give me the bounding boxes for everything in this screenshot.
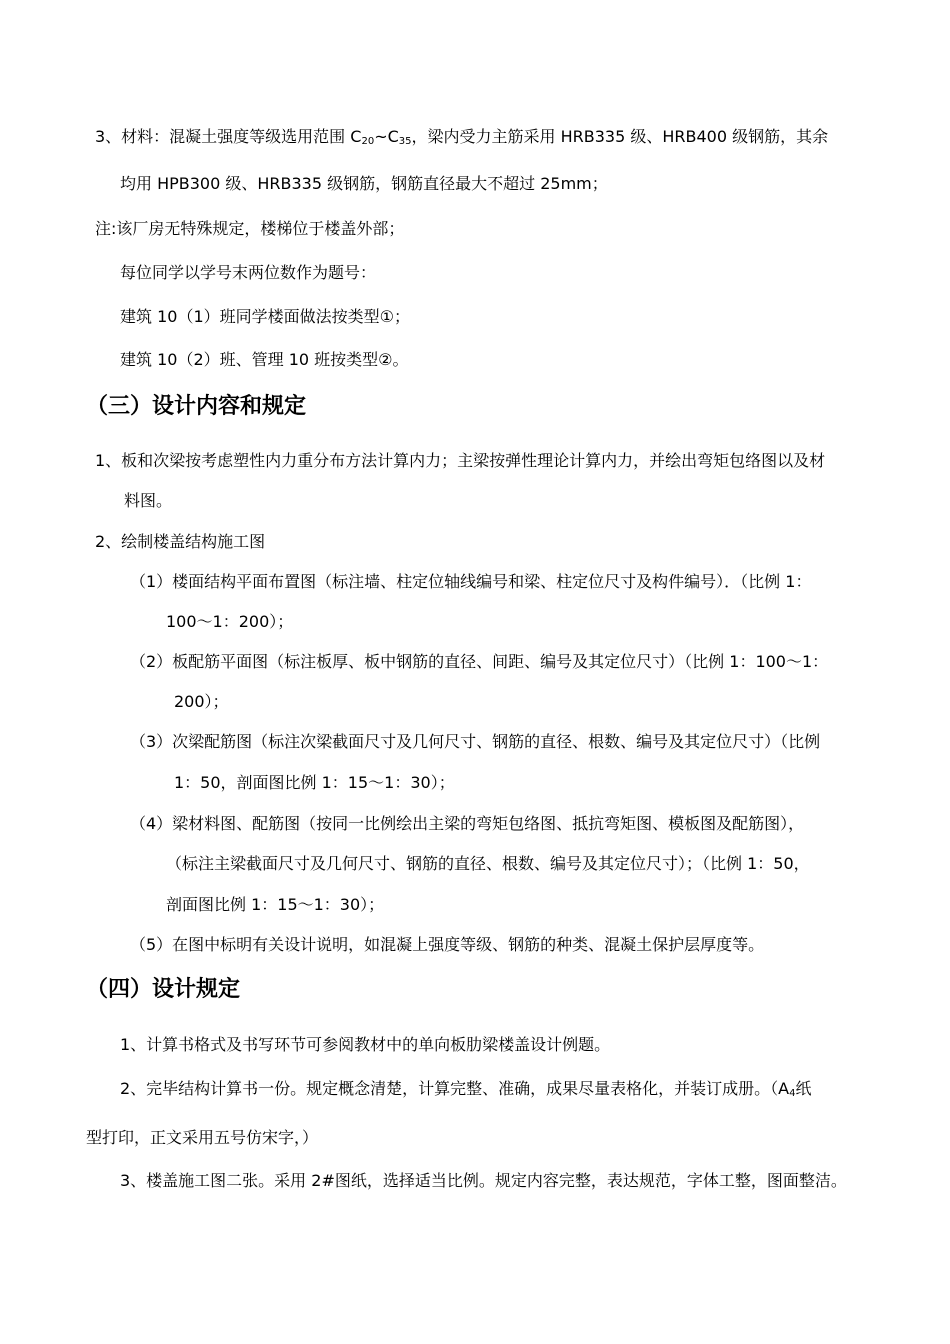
section4-item1: 1、计算书格式及书写环节可参阅教材中的单向板肋梁楼盖设计例题。	[120, 1035, 611, 1054]
section3-sub4: （4）梁材料图、配筋图（按同一比例绘出主梁的弯矩包络图、抵抗弯矩图、模板图及配筋图），	[130, 814, 805, 833]
text: ~C	[374, 127, 399, 146]
section3-sub1-cont: 100～1：200）；	[166, 612, 294, 631]
section3-item1: 1、板和次梁按考虑塑性内力重分布方法计算内力；主梁按弹性理论计算内力，并绘出弯矩包络图以及材	[95, 451, 826, 470]
note-line: 建筑 10（2）班、管理 10 班按类型②。	[120, 350, 409, 369]
section4-item2	[120, 1078, 812, 1105]
section3-sub3: （3）次梁配筋图（标注次梁截面尺寸及几何尺寸、钢筋的直径、根数、编号及其定位尺寸）（比例	[130, 732, 821, 751]
note-line: 注:该厂房无特殊规定，楼梯位于楼盖外部；	[95, 219, 405, 238]
subscript: 20	[361, 136, 375, 147]
section3-sub4-cont: 剖面图比例 1：15～1：30）；	[166, 895, 385, 914]
section3-item1-cont: 料图。	[124, 491, 173, 510]
section4-item3: 3、楼盖施工图二张。采用 2#图纸，选择适当比例。规定内容完整，表达规范，字体工整，图面整洁。	[120, 1171, 847, 1190]
note-line: 建筑 10（1）班同学楼面做法按类型①；	[120, 307, 410, 326]
note-line: 每位同学以学号末两位数作为题号：	[120, 263, 377, 282]
materials-item3	[95, 126, 828, 153]
section3-sub4-cont: （标注主梁截面尺寸及几何尺寸、钢筋的直径、根数、编号及其定位尺寸）；（比例 1：50，	[166, 854, 810, 873]
section3-sub2-cont: 200）；	[174, 692, 229, 711]
subscript: 35	[398, 136, 412, 147]
section3-sub5: （5）在图中标明有关设计说明，如混凝上强度等级、钢筋的种类、混凝土保护层厚度等。	[130, 935, 765, 954]
text: 3、材料：混凝土强度等级选用范围 C	[95, 127, 362, 146]
materials-item3-cont: 均用 HPB300 级、HRB335 级钢筋，钢筋直径最大不超过 25mm；	[120, 174, 608, 193]
subscript: 4	[789, 1088, 796, 1099]
text: ，梁内受力主筋采用 HRB335 级、HRB400 级钢筋，其余	[411, 127, 829, 146]
section3-sub3-cont: 1：50，剖面图比例 1：15～1：30）；	[174, 773, 455, 792]
section3-heading: （三）设计内容和规定	[86, 394, 307, 419]
section3-sub2: （2）板配筋平面图（标注板厚、板中钢筋的直径、间距、编号及其定位尺寸）（比例 1：100～1：	[130, 652, 829, 671]
section3-item2: 2、绘制楼盖结构施工图	[95, 532, 266, 551]
section4-item2-cont: 型打印，正文采用五号仿宋字，）	[86, 1128, 319, 1147]
section4-heading: （四）设计规定	[86, 977, 241, 1002]
text: 纸	[795, 1079, 812, 1098]
text: 2、完毕结构计算书一份。规定概念清楚，计算完整、准确，成果尽量表格化，并装订成册。（A	[120, 1079, 790, 1098]
section3-sub1: （1）楼面结构平面布置图（标注墙、柱定位轴线编号和梁、柱定位尺寸及构件编号）．（比例 1：	[130, 572, 812, 591]
